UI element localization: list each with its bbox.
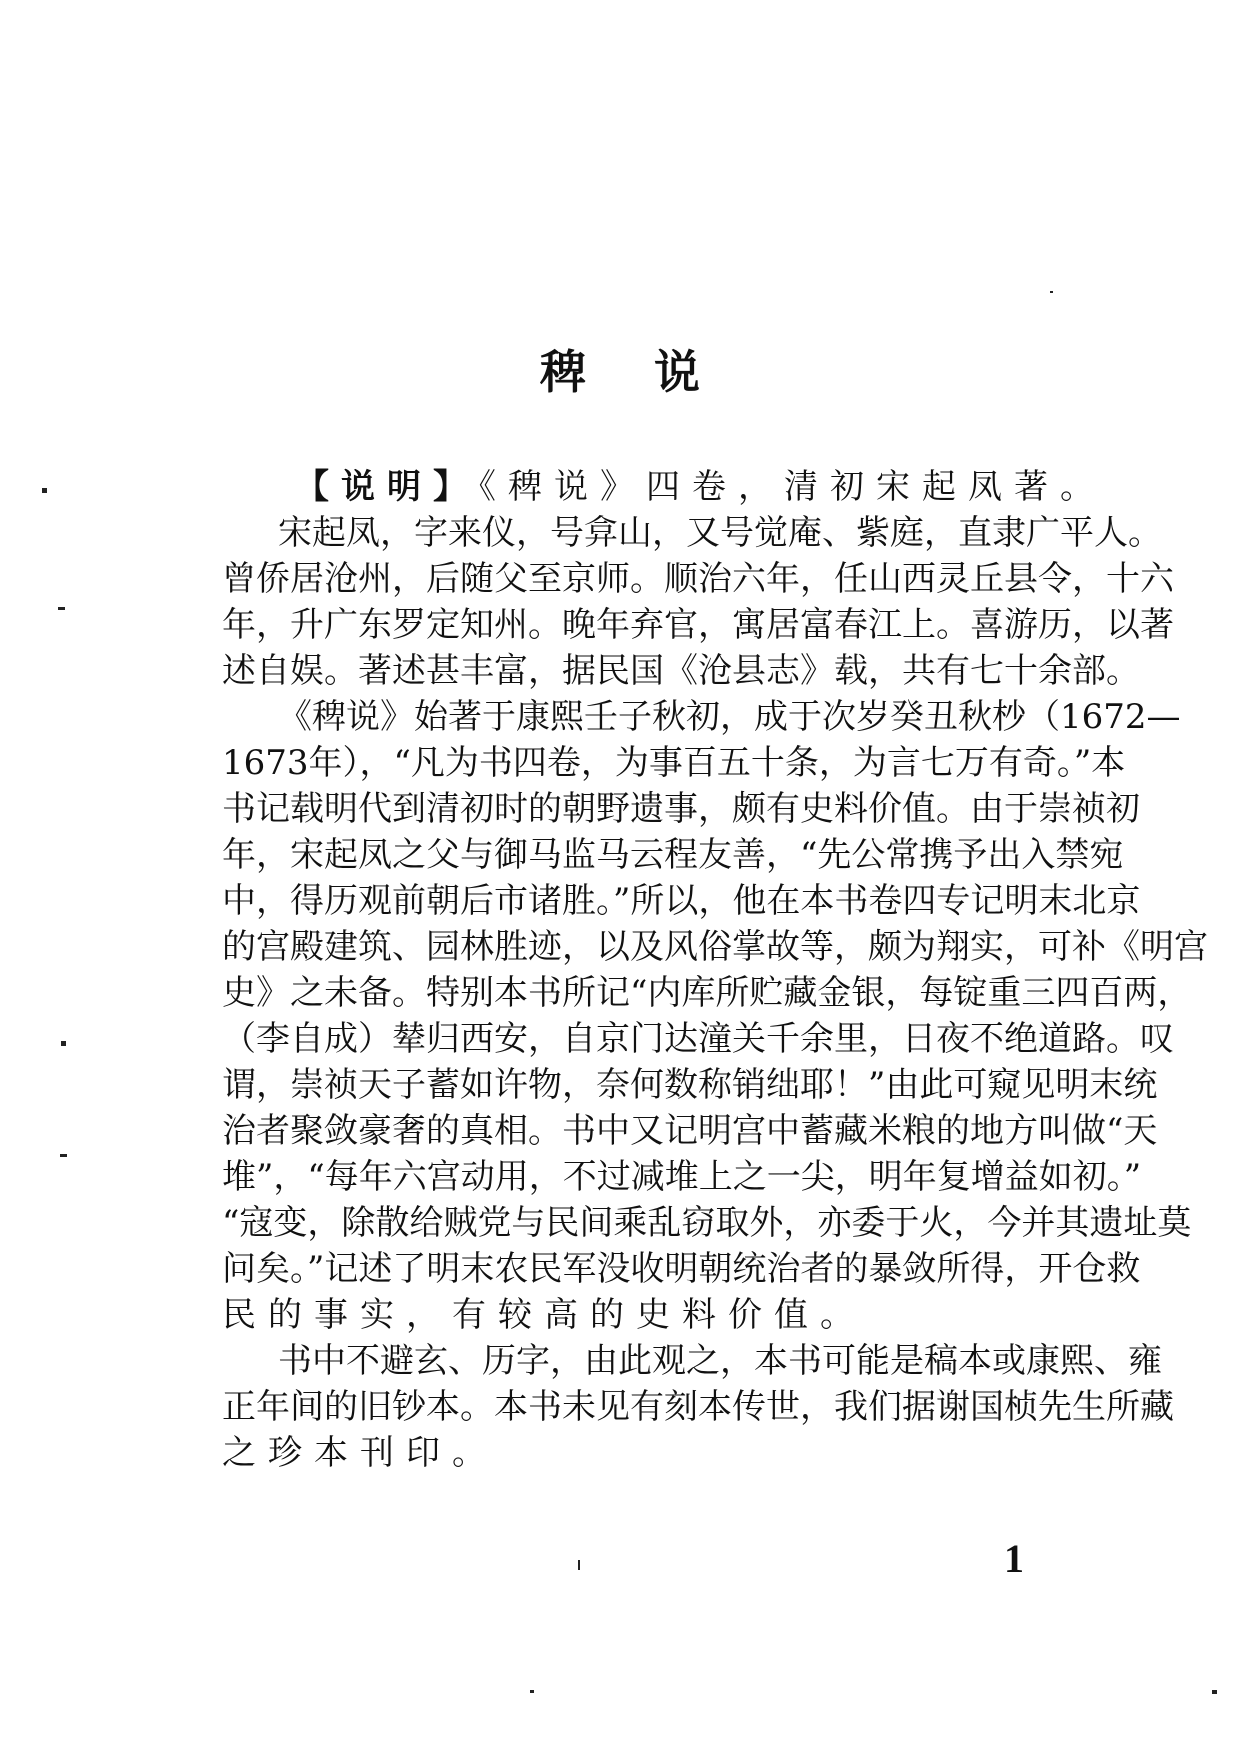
scan-speck: [1212, 1690, 1217, 1694]
text-line: 1673年），“凡为书四卷，为事百五十条，为言七万有奇。”本: [222, 743, 1126, 783]
note-label: 【说明】: [295, 467, 479, 507]
text-line: 的宫殿建筑、园林胜迹，以及风俗掌故等，颇为翔实，可补《明宫: [222, 927, 1208, 967]
text-line: 问矣。”记述了明末农民军没收明朝统治者的暴敛所得，开仓救: [222, 1249, 1141, 1289]
text-line: 年，宋起凤之父与御马监马云程友善，“先公常携予出入禁宛: [222, 835, 1124, 875]
text-line: 之珍本刊印。: [222, 1433, 498, 1473]
scan-speck: [578, 1560, 580, 1570]
text-line: 治者聚敛豪奢的真相。书中又记明宫中蓄藏米粮的地方叫做“天: [222, 1111, 1158, 1151]
text-line: 年，升广东罗定知州。晚年弃官，寓居富春江上。喜游历，以著: [222, 605, 1174, 645]
title-char: 稗: [540, 345, 586, 399]
text-line: 书记载明代到清初时的朝野遗事，颇有史料价值。由于崇祯初: [222, 789, 1140, 829]
text-line: 民的事实，有较高的史料价值。: [222, 1295, 866, 1335]
scan-speck: [58, 607, 65, 610]
text-line: [222, 464, 1106, 510]
text-line: 宋起凤，字来仪，号弇山，又号觉庵、紫庭，直隶广平人。: [278, 513, 1162, 553]
text-line: 正年间的旧钞本。本书未见有刻本传世，我们据谢国桢先生所藏: [222, 1387, 1174, 1427]
scan-speck: [60, 1154, 67, 1157]
text-line: 述自娱。著述甚丰富，据民国《沧县志》载，共有七十余部。: [222, 651, 1140, 691]
text-line: 中，得历观前朝后市诸胜。”所以，他在本书卷四专记明末北京: [222, 881, 1141, 921]
text-line: 书中不避玄、历字，由此观之，本书可能是稿本或康熙、雍: [278, 1341, 1162, 1381]
text-line: 谓，崇祯天子蓄如许物，奈何数称销绌耶！”由此可窥见明末统: [222, 1065, 1158, 1105]
scan-speck: [1050, 291, 1053, 293]
scan-speck: [61, 1041, 66, 1046]
text-line: 《稗说》始著于康熙壬子秋初，成于次岁癸丑秋杪（1672—: [278, 697, 1181, 737]
body-text: [222, 464, 1208, 1476]
page-title: [0, 336, 1240, 402]
text-line: （李自成）辇归西安，自京门达潼关千余里，日夜不绝道路。叹: [222, 1019, 1174, 1059]
scan-speck: [42, 488, 47, 493]
text-span: 《稗说》四卷，清初宋起凤著。: [479, 467, 1106, 507]
text-line: 史》之未备。特别本书所记“内库所贮藏金银，每锭重三四百两，: [222, 973, 1192, 1013]
text-line: 曾侨居沧州，后随父至京师。顺治六年，任山西灵丘县令，十六: [222, 559, 1174, 599]
title-char: 说: [654, 345, 700, 399]
text-line: “寇变，除散给贼党与民间乘乱窃取外，亦委于火，今并其遗址莫: [222, 1203, 1192, 1243]
text-line: 堆”，“每年六宫动用，不过减堆上之一尖，明年复增益如初。”: [222, 1157, 1142, 1197]
page-number: 1: [1004, 1536, 1024, 1581]
scan-speck: [530, 1690, 534, 1693]
